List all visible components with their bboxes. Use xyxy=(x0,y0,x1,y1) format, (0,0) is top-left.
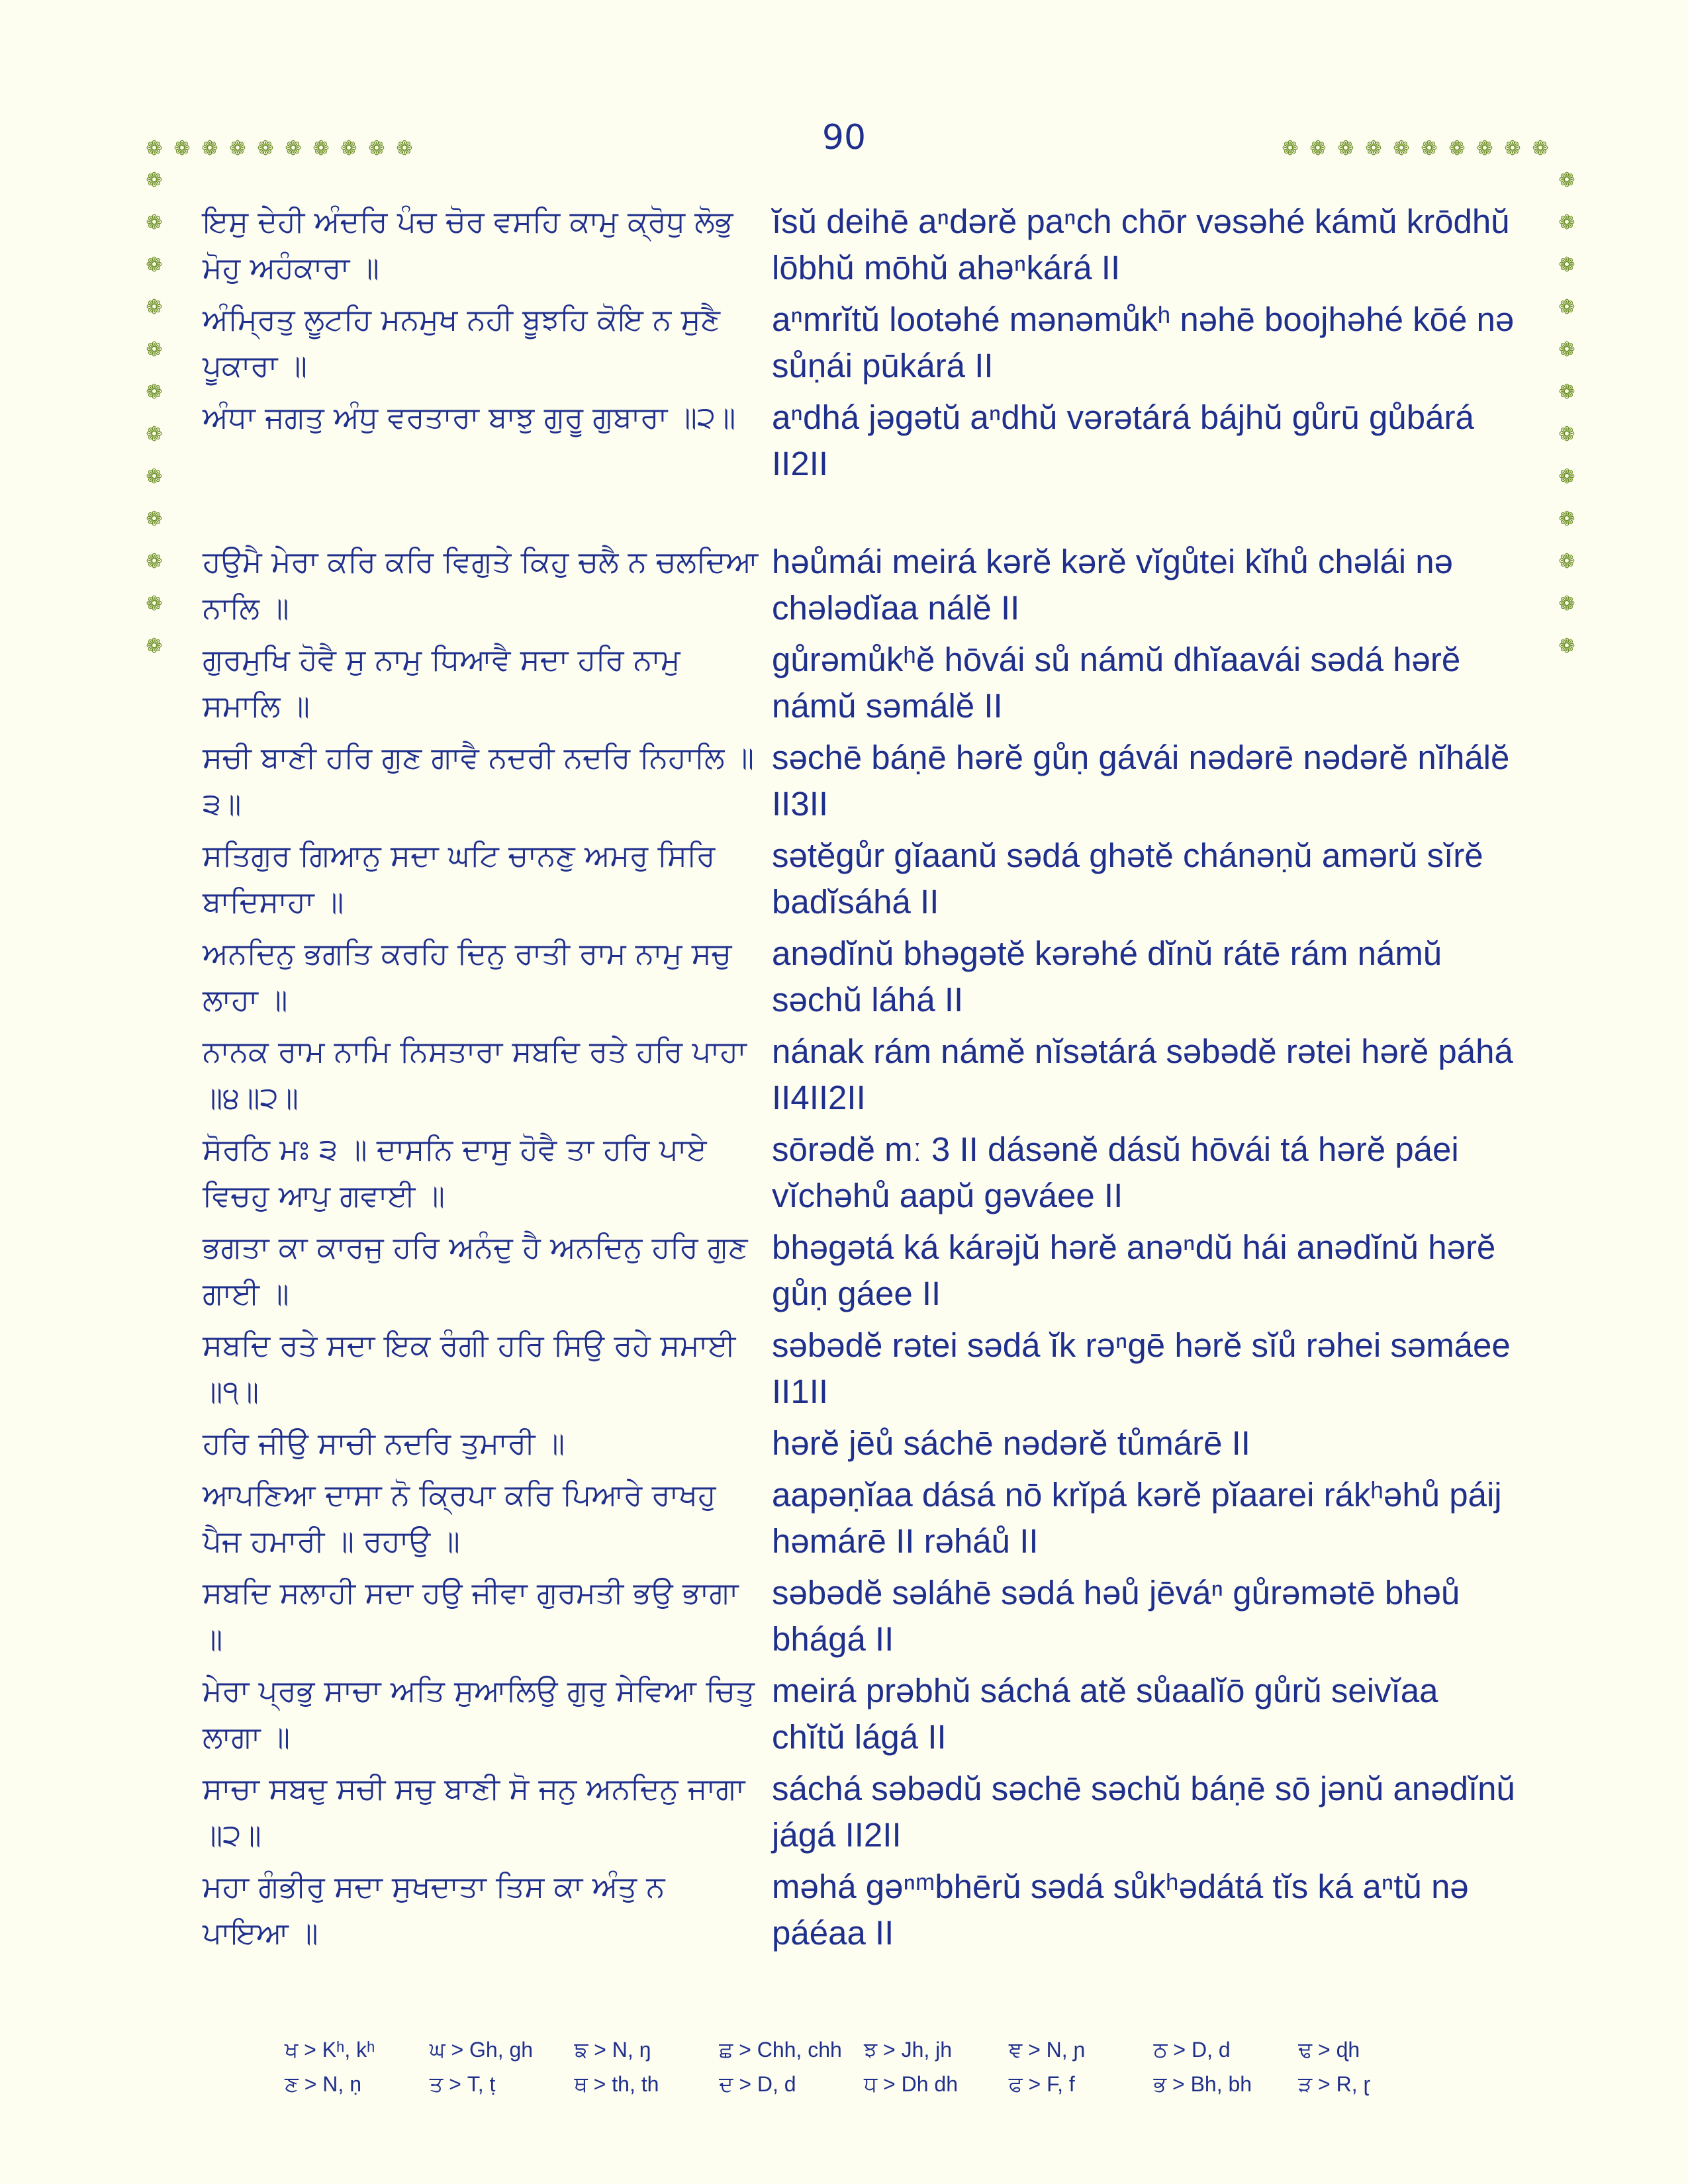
flower-ornament-icon: ❁ xyxy=(1558,465,1575,488)
legend-entry: ੜ > R, ɽ xyxy=(1298,2072,1371,2096)
transliteration-text: aⁿmrĭtŭ lootəhé mənəmůkʰ nəhē boojhəhé kōé nə sůṇái pūkárá II xyxy=(772,300,1515,385)
verse-row xyxy=(203,1224,1520,1317)
legend-entry: ਭ > Bh, bh xyxy=(1153,2072,1252,2096)
flower-ornament-icon: ❁ xyxy=(285,137,302,160)
flower-ornament-icon: ❁ xyxy=(146,253,163,277)
flower-ornament-icon: ❁ xyxy=(1558,550,1575,573)
flower-ornament-icon: ❁ xyxy=(146,169,163,192)
legend-entry: ਧ > Dh dh xyxy=(864,2072,959,2096)
flower-ornament-icon: ❁ xyxy=(1558,211,1575,234)
flower-ornament-icon: ❁ xyxy=(1282,137,1299,160)
transliteration-text: hərĕ jēů sáchē nədərĕ tůmárē II xyxy=(772,1424,1250,1462)
verse-row xyxy=(203,735,1520,827)
transliteration-text: ĭsŭ deihē aⁿdərĕ paⁿch chōr vəsəhé kámŭ krōdhŭ lōbhŭ mōhŭ ahəⁿkárá II xyxy=(772,203,1510,287)
flower-ornament-icon: ❁ xyxy=(146,465,163,488)
transliteration-text: aⁿdhá jəgətŭ aⁿdhŭ vərətárá bájhŭ gůrū gůbárá II2II xyxy=(772,398,1474,482)
verse-row xyxy=(203,1322,1520,1415)
gurmukhi-text: ਨਾਨਕ ਰਾਮ ਨਾਮਿ ਨਿਸਤਾਰਾ ਸਬਦਿ ਰਤੇ ਹਰਿ ਪਾਹਾ ॥੪॥੨॥ xyxy=(203,1034,747,1115)
flower-ornament-icon: ❁ xyxy=(1309,137,1327,160)
flower-ornament-icon: ❁ xyxy=(146,635,163,658)
gurmukhi-text: ਗੁਰਮੁਖਿ ਹੋਵੈ ਸੁ ਨਾਮੁ ਧਿਆਵੈ ਸਦਾ ਹਰਿ ਨਾਮੁ ਸਮਾਲਿ ॥ xyxy=(203,642,680,723)
legend-entry: ਥ > th, th xyxy=(574,2072,659,2096)
verse-row xyxy=(203,1668,1520,1760)
transliteration-text: gůrəmůkʰĕ hōvái sů námŭ dhĭaavái sədá hərĕ námŭ səmálĕ II xyxy=(772,641,1461,725)
flower-ornament-icon: ❁ xyxy=(1558,381,1575,404)
transliteration-text: məhá gəⁿᵐbhērŭ sədá sůkʰədátá tĭs ká aⁿtŭ nə páéaa II xyxy=(772,1868,1469,1952)
verse-row xyxy=(203,1570,1520,1662)
gurmukhi-text: ਮੇਰਾ ਪ੍ਰਭੁ ਸਾਚਾ ਅਤਿ ਸੁਆਲਿਉ ਗੁਰੁ ਸੇਵਿਆ ਚਿਤੁ ਲਾਗਾ ॥ xyxy=(203,1673,755,1754)
gurmukhi-text: ਸਬਦਿ ਸਲਾਹੀ ਸਦਾ ਹਉ ਜੀਵਾ ਗੁਰਮਤੀ ਭਉ ਭਾਗਾ ॥ xyxy=(203,1575,739,1657)
gurmukhi-text: ਇਸੁ ਦੇਹੀ ਅੰਦਰਿ ਪੰਚ ਚੋਰ ਵਸਹਿ ਕਾਮੁ ਕ੍ਰੋਧੁ ਲੋਭੁ ਮੋਹੁ ਅਹੰਕਾਰਾ ॥ xyxy=(203,204,733,285)
transliteration-text: bhəgətá ká kárəjŭ hərĕ anəⁿdŭ hái anədĭnŭ hərĕ gůṇ gáee II xyxy=(772,1228,1496,1312)
legend-row xyxy=(285,2033,1443,2068)
legend-entry: ਛ > Chh, chh xyxy=(719,2038,842,2062)
transliteration-text: sōrədĕ mː 3 II dásənĕ dásŭ hōvái tá hərĕ páei vĭchəhů aapŭ gəváee II xyxy=(772,1130,1459,1214)
flower-ornament-icon: ❁ xyxy=(312,137,330,160)
flower-ornament-icon: ❁ xyxy=(1558,296,1575,319)
flower-ornament-icon: ❁ xyxy=(1558,592,1575,615)
legend-entry: ਤ > T, ṭ xyxy=(429,2072,496,2096)
verse-row xyxy=(203,394,1520,487)
gurmukhi-text: ਸਾਚਾ ਸਬਦੁ ਸਚੀ ਸਚੁ ਬਾਣੀ ਸੋ ਜਨੁ ਅਨਦਿਨੁ ਜਾਗਾ ॥੨॥ xyxy=(203,1771,745,1852)
legend-row xyxy=(285,2068,1443,2102)
verse-list xyxy=(203,199,1520,1962)
transliteration-text: nának rám námĕ nĭsətárá səbədĕ rətei hərĕ páhá II4II2II xyxy=(772,1032,1513,1116)
verse-row xyxy=(203,199,1520,291)
flower-ornament-icon: ❁ xyxy=(257,137,274,160)
flower-ornament-icon: ❁ xyxy=(1558,423,1575,446)
flower-ornament-icon: ❁ xyxy=(396,137,413,160)
verse-row xyxy=(203,931,1520,1023)
verse-row xyxy=(203,1864,1520,1956)
gurmukhi-text: ਸੋਰਠਿ ਮਃ ੩ ॥ ਦਾਸਨਿ ਦਾਸੁ ਹੋਵੈ ਤਾ ਹਰਿ ਪਾਏ ਵਿਚਹੁ ਆਪੁ ਗਵਾਈ ॥ xyxy=(203,1132,707,1213)
verse-row xyxy=(203,637,1520,729)
gurmukhi-text: ਆਪਣਿਆ ਦਾਸਾ ਨੋ ਕ੍ਰਿਪਾ ਕਰਿ ਪਿਆਰੇ ਰਾਖਹੁ ਪੈਜ ਹਮਾਰੀ ॥ ਰਹਾਉ ॥ xyxy=(203,1477,716,1559)
legend-entry: ਦ > D, d xyxy=(719,2072,796,2096)
gurmukhi-text: ਹਰਿ ਜੀਉ ਸਾਚੀ ਨਦਰਿ ਤੁਮਾਰੀ ॥ xyxy=(203,1426,565,1461)
transliteration-text: meirá prəbhŭ sáchá atĕ sůaalĭō gůrŭ seivĭaa chĭtŭ lágá II xyxy=(772,1672,1438,1756)
transliteration-text: həůmái meirá kərĕ kərĕ vĭgůtei kĭhů chəlái nə chələdĭaa nálĕ II xyxy=(772,543,1454,627)
verse-row xyxy=(203,1126,1520,1219)
gurmukhi-text: ਅਨਦਿਨੁ ਭਗਤਿ ਕਰਹਿ ਦਿਨੁ ਰਾਤੀ ਰਾਮ ਨਾਮੁ ਸਚੁ ਲਾਹਾ ॥ xyxy=(203,936,732,1017)
legend-entry: ਢ > ɖh xyxy=(1298,2038,1360,2062)
legend-entry: ਝ > Jh, jh xyxy=(864,2038,953,2062)
legend-entry: ਣ > N, ṇ xyxy=(285,2072,361,2096)
transliteration-text: sáchá səbədŭ səchē səchŭ báṇē sō jənŭ anədĭnŭ jágá II2II xyxy=(772,1770,1515,1854)
gurmukhi-text: ਭਗਤਾ ਕਾ ਕਾਰਜੁ ਹਰਿ ਅਨੰਦੁ ਹੈ ਅਨਦਿਨੁ ਹਰਿ ਗੁਣ ਗਾਈ ॥ xyxy=(203,1230,748,1311)
verse-row xyxy=(203,539,1520,631)
legend-entry: ਞ > N, ɲ xyxy=(1008,2038,1086,2062)
flower-ornament-icon: ❁ xyxy=(146,592,163,615)
flower-ornament-icon: ❁ xyxy=(146,550,163,573)
flower-ornament-icon: ❁ xyxy=(1558,253,1575,277)
verse-row xyxy=(203,296,1520,389)
flower-ornament-icon: ❁ xyxy=(1558,338,1575,361)
flower-ornament-icon: ❁ xyxy=(146,211,163,234)
flower-ornament-icon: ❁ xyxy=(201,137,218,160)
flower-ornament-icon: ❁ xyxy=(146,381,163,404)
verse-row xyxy=(203,833,1520,925)
flower-ornament-icon: ❁ xyxy=(340,137,357,160)
verse-row xyxy=(203,1028,1520,1121)
gurmukhi-text: ਸਤਿਗੁਰ ਗਿਆਨੁ ਸਦਾ ਘਟਿ ਚਾਨਣੁ ਅਮਰੁ ਸਿਰਿ ਬਾਦਿਸਾਹਾ ॥ xyxy=(203,838,716,919)
transliteration-text: anədĭnŭ bhəgətĕ kərəhé dĭnŭ rátē rám námŭ səchŭ láhá II xyxy=(772,934,1442,1019)
flower-ornament-icon: ❁ xyxy=(1558,635,1575,658)
legend-entry: ਘ > Gh, gh xyxy=(429,2038,534,2062)
verse-row xyxy=(203,1472,1520,1565)
flower-ornament-icon: ❁ xyxy=(1532,137,1549,160)
flower-ornament-icon: ❁ xyxy=(1504,137,1521,160)
page-number: 90 xyxy=(821,118,867,158)
flower-ornament-icon: ❁ xyxy=(1448,137,1466,160)
transliteration-text: səbədĕ səláhē sədá həů jēváⁿ gůrəmətē bhəů bhágá II xyxy=(772,1574,1460,1658)
flower-ornament-icon: ❁ xyxy=(146,137,163,160)
legend-entry: ਠ > D, d xyxy=(1153,2038,1231,2062)
flower-ornament-icon: ❁ xyxy=(146,296,163,319)
gurmukhi-text: ਅੰਮ੍ਰਿਤੁ ਲੂਟਹਿ ਮਨਮੁਖ ਨਹੀ ਬੂਝਹਿ ਕੋਇ ਨ ਸੁਣੈ ਪੂਕਾਰਾ ॥ xyxy=(203,302,720,383)
flower-ornament-icon: ❁ xyxy=(1393,137,1410,160)
verse-row xyxy=(203,1420,1520,1467)
transliteration-text: səbədĕ rətei sədá ĭk rəⁿgē hərĕ sĭů rəhei səmáee II1II xyxy=(772,1326,1511,1410)
flower-ornament-icon: ❁ xyxy=(1337,137,1354,160)
transliteration-legend xyxy=(285,2033,1443,2102)
flower-ornament-icon: ❁ xyxy=(1421,137,1438,160)
transliteration-text: səchē báṇē hərĕ gůṇ gávái nədərē nədərĕ nĭhálĕ II3II xyxy=(772,739,1510,823)
flower-ornament-icon: ❁ xyxy=(368,137,385,160)
transliteration-text: sətĕgůr gĭaanŭ sədá ghətĕ chánəṇŭ amərŭ sĭrĕ badĭsáhá II xyxy=(772,837,1483,921)
flower-ornament-icon: ❁ xyxy=(146,338,163,361)
gurmukhi-text: ਅੰਧਾ ਜਗਤੁ ਅੰਧੁ ਵਰਤਾਰਾ ਬਾਝੁ ਗੁਰੂ ਗੁਬਾਰਾ ॥੨॥ xyxy=(203,400,736,435)
gurmukhi-text: ਸਬਦਿ ਰਤੇ ਸਦਾ ਇਕ ਰੰਗੀ ਹਰਿ ਸਿਉ ਰਹੇ ਸਮਾਈ ॥੧॥ xyxy=(203,1328,736,1409)
flower-ornament-icon: ❁ xyxy=(1476,137,1493,160)
flower-ornament-icon: ❁ xyxy=(1558,169,1575,192)
gurmukhi-text: ਮਹਾ ਗੰਭੀਰੁ ਸਦਾ ਸੁਖਦਾਤਾ ਤਿਸ ਕਾ ਅੰਤੁ ਨ ਪਾਇਆ ॥ xyxy=(203,1869,665,1950)
flower-ornament-icon: ❁ xyxy=(1365,137,1382,160)
transliteration-text: aapəṇĭaa dásá nō krĭpá kərĕ pĭaarei rákʰəhů páij həmárē II rəháů II xyxy=(772,1476,1502,1560)
flower-ornament-icon: ❁ xyxy=(146,508,163,531)
flower-ornament-icon: ❁ xyxy=(229,137,246,160)
legend-entry: ਫ > F, f xyxy=(1008,2072,1075,2096)
flower-ornament-icon: ❁ xyxy=(146,423,163,446)
gurmukhi-text: ਸਚੀ ਬਾਣੀ ਹਰਿ ਗੁਣ ਗਾਵੈ ਨਦਰੀ ਨਦਰਿ ਨਿਹਾਲਿ ॥੩॥ xyxy=(203,740,755,821)
legend-entry: ਖ > Kʰ, kʰ xyxy=(285,2038,375,2062)
flower-ornament-icon: ❁ xyxy=(1558,508,1575,531)
verse-row xyxy=(203,1766,1520,1858)
legend-entry: ਙ > N, ŋ xyxy=(574,2038,651,2062)
flower-ornament-icon: ❁ xyxy=(173,137,191,160)
gurmukhi-text: ਹਉਮੈ ਮੇਰਾ ਕਰਿ ਕਰਿ ਵਿਗੁਤੇ ਕਿਹੁ ਚਲੈ ਨ ਚਲਦਿਆ ਨਾਲਿ ॥ xyxy=(203,544,759,625)
